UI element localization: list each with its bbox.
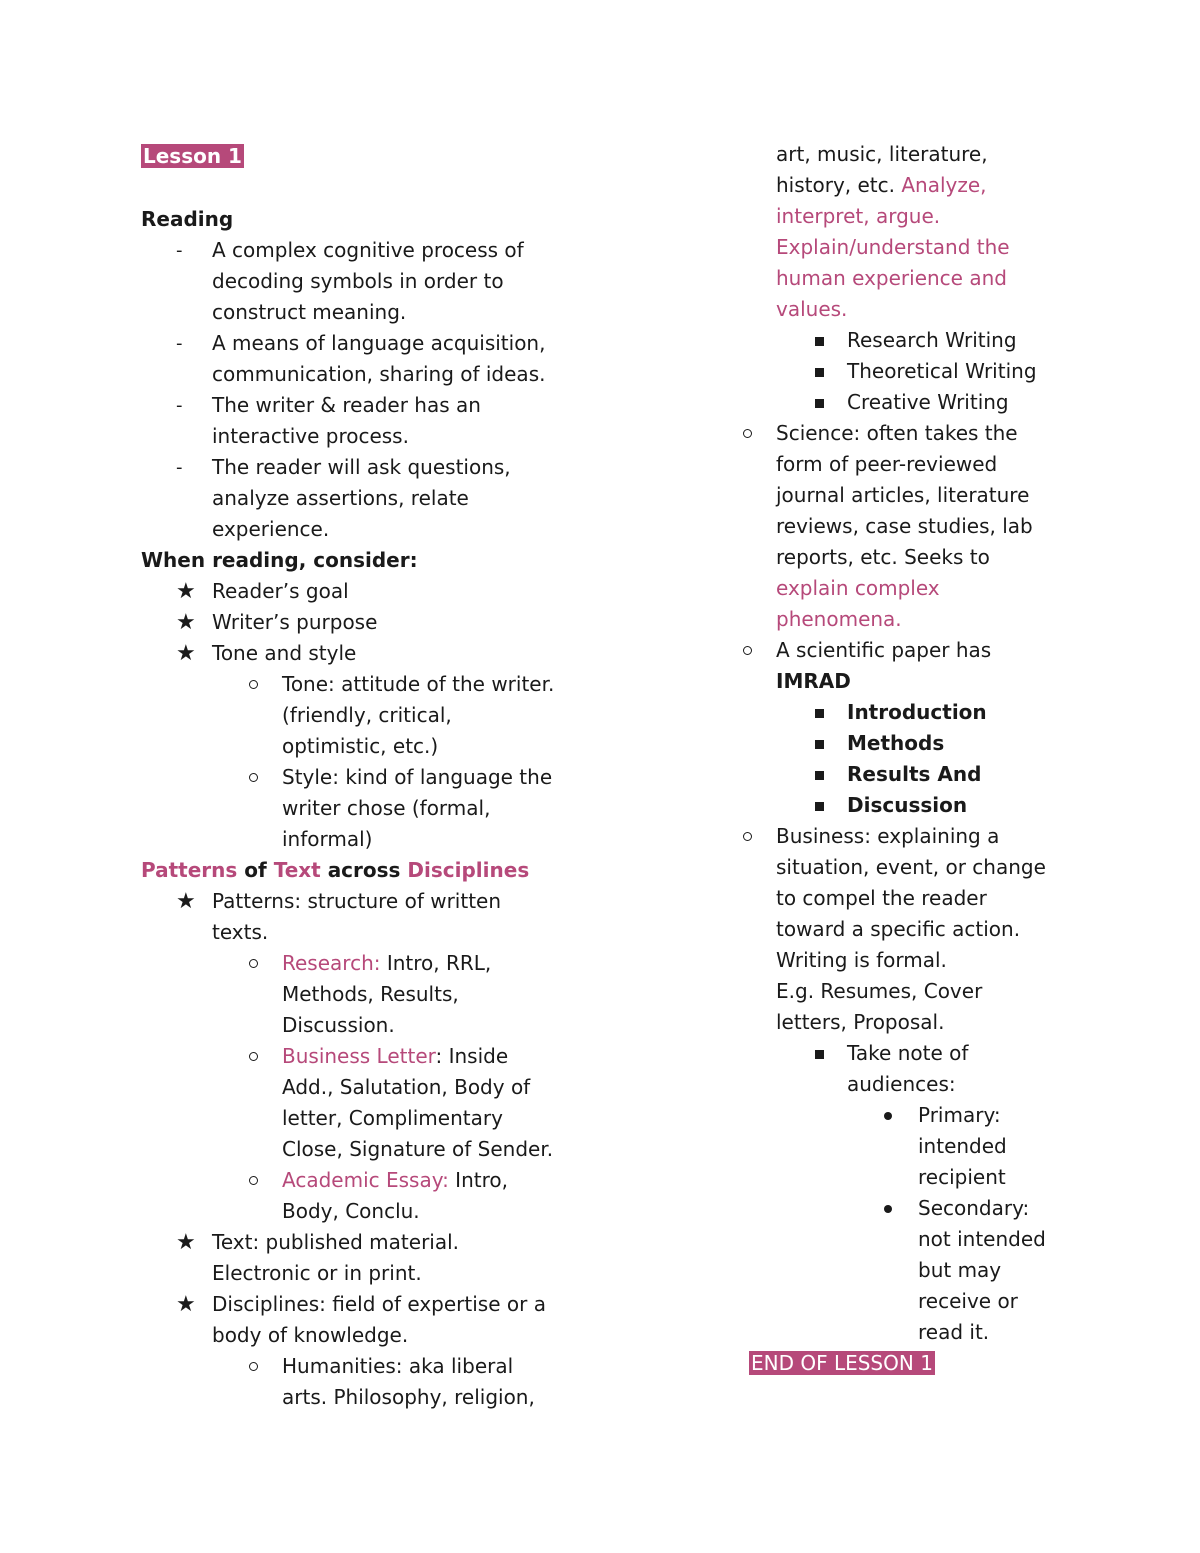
- imrad-item: Results And: [847, 762, 982, 786]
- patterns-item-line: Patterns: structure of written: [212, 889, 502, 913]
- science-pink-line: phenomena.: [776, 607, 902, 631]
- dash-bullet-icon: -: [176, 333, 183, 354]
- style-line: writer chose (formal,: [282, 796, 491, 820]
- dash-bullet-icon: -: [176, 457, 183, 478]
- disciplines-item-line: Disciplines: field of expertise or a: [212, 1292, 546, 1316]
- consider-item: Tone and style: [212, 641, 357, 665]
- research-line: Methods, Results,: [282, 982, 459, 1006]
- patterns-heading: Patterns of Text across Disciplines: [141, 858, 530, 882]
- reading-item-3-line: interactive process.: [212, 424, 409, 448]
- imrad-item: Methods: [847, 731, 945, 755]
- science-line: form of peer-reviewed: [776, 452, 998, 476]
- dash-bullet-icon: -: [176, 240, 183, 261]
- humanities-sub-item: Research Writing: [847, 328, 1017, 352]
- star-bullet-icon: ★: [176, 1230, 196, 1255]
- science-line: journal articles, literature: [776, 483, 1030, 507]
- business-letter-line: Business Letter: Inside: [282, 1044, 509, 1068]
- end-of-lesson-label: END OF LESSON 1: [751, 1351, 933, 1375]
- research-line: Research: Intro, RRL,: [282, 951, 492, 975]
- consider-heading: When reading, consider:: [141, 548, 418, 572]
- style-line: informal): [282, 827, 373, 851]
- scientific-paper-line: A scientific paper has: [776, 638, 992, 662]
- business-letter-line: Add., Salutation, Body of: [282, 1075, 531, 1099]
- star-bullet-icon: ★: [176, 889, 196, 914]
- secondary-line: receive or: [918, 1289, 1018, 1313]
- consider-item: Reader’s goal: [212, 579, 349, 603]
- business-line: situation, event, or change: [776, 855, 1046, 879]
- audience-line: Take note of: [847, 1041, 969, 1065]
- research-line: Discussion.: [282, 1013, 395, 1037]
- humanities-sub-item: Creative Writing: [847, 390, 1009, 414]
- humanities-pink-line: Explain/understand the: [776, 235, 1010, 259]
- primary-line: Primary:: [918, 1103, 1001, 1127]
- patterns-item-line: texts.: [212, 920, 269, 944]
- star-bullet-icon: ★: [176, 579, 196, 604]
- humanities-cont-line: history, etc. Analyze,: [776, 173, 987, 197]
- science-line: Science: often takes the: [776, 421, 1018, 445]
- science-line: reports, etc. Seeks to: [776, 545, 990, 569]
- consider-item: Writer’s purpose: [212, 610, 378, 634]
- text-item-line: Text: published material.: [212, 1230, 460, 1254]
- secondary-line: read it.: [918, 1320, 990, 1344]
- reading-item-4-line: analyze assertions, relate: [212, 486, 469, 510]
- reading-item-4-line: experience.: [212, 517, 330, 541]
- secondary-line: not intended: [918, 1227, 1046, 1251]
- secondary-line: Secondary:: [918, 1196, 1030, 1220]
- humanities-line: arts. Philosophy, religion,: [282, 1385, 535, 1409]
- humanities-cont-line: art, music, literature,: [776, 142, 988, 166]
- business-line: Writing is formal.: [776, 948, 947, 972]
- science-pink-line: explain complex: [776, 576, 940, 600]
- business-letter-line: letter, Complimentary: [282, 1106, 503, 1130]
- tone-line: optimistic, etc.): [282, 734, 439, 758]
- reading-heading: Reading: [141, 207, 234, 231]
- business-line: to compel the reader: [776, 886, 987, 910]
- star-bullet-icon: ★: [176, 641, 196, 666]
- academic-essay-line: Body, Conclu.: [282, 1199, 420, 1223]
- humanities-pink-line: interpret, argue.: [776, 204, 941, 228]
- business-line: toward a specific action.: [776, 917, 1021, 941]
- humanities-pink-line: values.: [776, 297, 848, 321]
- tone-line: (friendly, critical,: [282, 703, 452, 727]
- imrad-label: IMRAD: [776, 669, 851, 693]
- business-line: Business: explaining a: [776, 824, 1000, 848]
- secondary-line: but may: [918, 1258, 1002, 1282]
- audience-line: audiences:: [847, 1072, 956, 1096]
- humanities-pink-line: human experience and: [776, 266, 1007, 290]
- lesson-title: Lesson 1: [143, 144, 242, 168]
- reading-item-1-line: decoding symbols in order to: [212, 269, 504, 293]
- imrad-item: Discussion: [847, 793, 968, 817]
- business-line: letters, Proposal.: [776, 1010, 945, 1034]
- reading-item-3-line: The writer & reader has an: [212, 393, 481, 417]
- primary-line: intended: [918, 1134, 1007, 1158]
- star-bullet-icon: ★: [176, 610, 196, 635]
- reading-item-1-line: construct meaning.: [212, 300, 407, 324]
- reading-item-2-line: A means of language acquisition,: [212, 331, 546, 355]
- science-line: reviews, case studies, lab: [776, 514, 1033, 538]
- reading-item-1-line: A complex cognitive process of: [212, 238, 524, 262]
- business-letter-line: Close, Signature of Sender.: [282, 1137, 554, 1161]
- primary-line: recipient: [918, 1165, 1006, 1189]
- disciplines-item-line: body of knowledge.: [212, 1323, 409, 1347]
- dash-bullet-icon: -: [176, 395, 183, 416]
- imrad-item: Introduction: [847, 700, 987, 724]
- reading-item-2-line: communication, sharing of ideas.: [212, 362, 546, 386]
- star-bullet-icon: ★: [176, 1292, 196, 1317]
- style-line: Style: kind of language the: [282, 765, 553, 789]
- tone-line: Tone: attitude of the writer.: [282, 672, 555, 696]
- reading-item-4-line: The reader will ask questions,: [212, 455, 511, 479]
- business-line: E.g. Resumes, Cover: [776, 979, 983, 1003]
- humanities-line: Humanities: aka liberal: [282, 1354, 514, 1378]
- humanities-sub-item: Theoretical Writing: [847, 359, 1037, 383]
- text-item-line: Electronic or in print.: [212, 1261, 422, 1285]
- academic-essay-line: Academic Essay: Intro,: [282, 1168, 508, 1192]
